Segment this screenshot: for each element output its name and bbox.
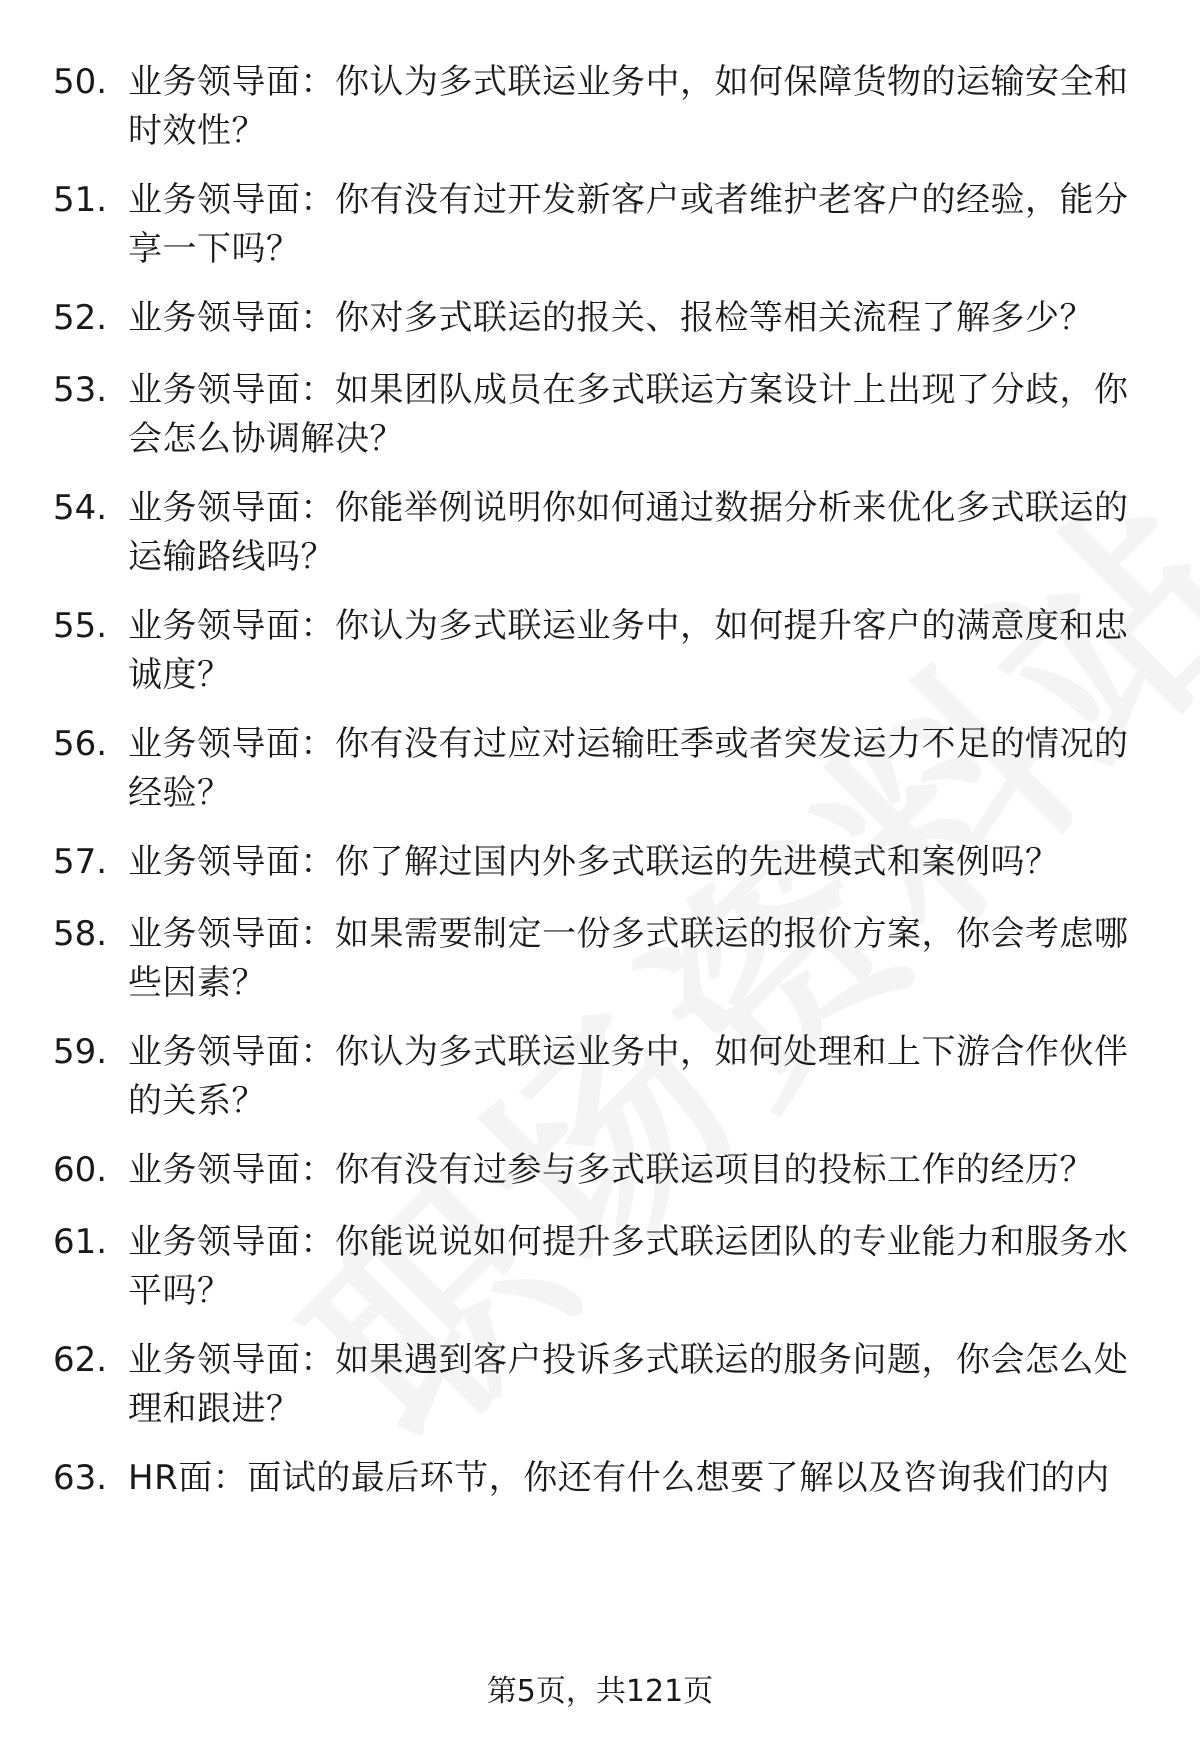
- question-text: 业务领导面：你能说说如何提升多式联运团队的专业能力和服务水平吗？: [128, 1222, 1129, 1311]
- question-number: 51.: [53, 180, 108, 220]
- page-footer: [0, 1672, 1200, 1712]
- question-number: 58.: [53, 914, 108, 954]
- question-text: 业务领导面：你对多式联运的报关、报检等相关流程了解多少？: [128, 298, 1094, 338]
- question-text: 业务领导面：如果遇到客户投诉多式联运的服务问题，你会怎么处理和跟进？: [128, 1340, 1129, 1429]
- question-text: HR面：面试的最后环节，你还有什么想要了解以及咨询我们的内: [128, 1458, 1110, 1498]
- question-number: 54.: [53, 488, 108, 528]
- question-number: 57.: [53, 842, 108, 882]
- question-text: 业务领导面：你能举例说明你如何通过数据分析来优化多式联运的运输路线吗？: [128, 488, 1129, 577]
- question-number: 50.: [53, 62, 108, 102]
- question-text: 业务领导面：你有没有过应对运输旺季或者突发运力不足的情况的经验？: [128, 724, 1129, 813]
- question-text: 业务领导面：你有没有过参与多式联运项目的投标工作的经历？: [128, 1150, 1094, 1190]
- question-number: 52.: [53, 298, 108, 338]
- question-text: 业务领导面：你了解过国内外多式联运的先进模式和案例吗？: [128, 842, 1060, 882]
- question-text: 业务领导面：如果需要制定一份多式联运的报价方案，你会考虑哪些因素？: [128, 914, 1129, 1003]
- question-number: 62.: [53, 1340, 108, 1380]
- question-number: 59.: [53, 1032, 108, 1072]
- question-number: 53.: [53, 370, 108, 410]
- question-text: 业务领导面：你有没有过开发新客户或者维护老客户的经验，能分享一下吗？: [128, 180, 1129, 269]
- question-number: 63.: [53, 1458, 108, 1498]
- question-text: 业务领导面：你认为多式联运业务中，如何提升客户的满意度和忠诚度？: [128, 606, 1129, 695]
- question-number: 60.: [53, 1150, 108, 1190]
- page-number-label: 第5页，共121页: [486, 1674, 714, 1709]
- question-text: 业务领导面：如果团队成员在多式联运方案设计上出现了分歧，你会怎么协调解决？: [128, 370, 1129, 459]
- question-number: 55.: [53, 606, 108, 646]
- question-text: 业务领导面：你认为多式联运业务中，如何处理和上下游合作伙伴的关系？: [128, 1032, 1129, 1121]
- question-number: 56.: [53, 724, 108, 764]
- question-text: 业务领导面：你认为多式联运业务中，如何保障货物的运输安全和时效性？: [128, 62, 1129, 151]
- question-number: 61.: [53, 1222, 108, 1262]
